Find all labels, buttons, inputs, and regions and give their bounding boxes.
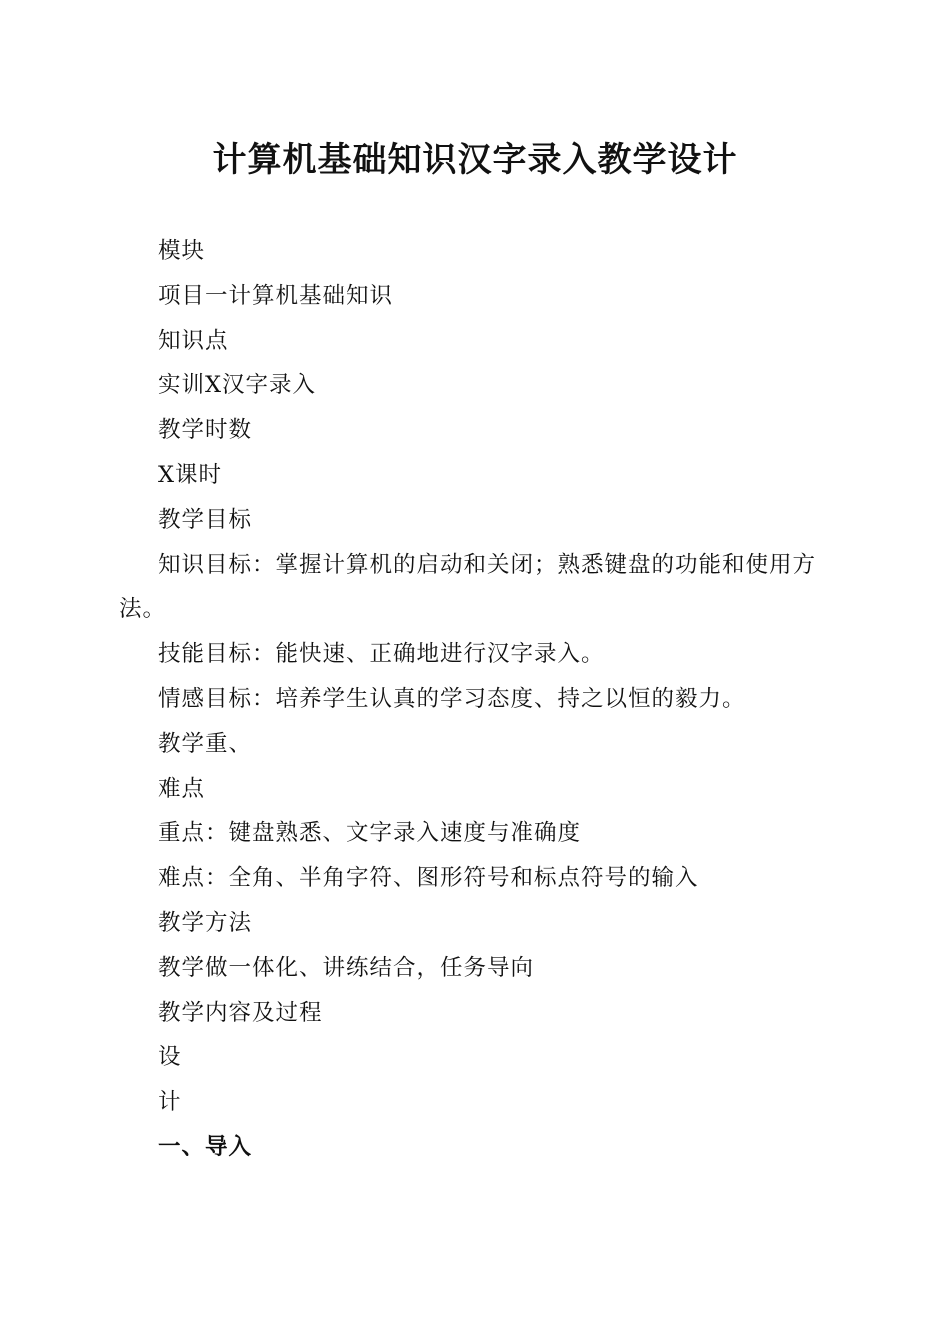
paragraph-skill-goal: 技能目标：能快速、正确地进行汉字录入。 (158, 641, 605, 668)
document-body (119, 229, 831, 1170)
paragraph-key-point: 重点：键盘熟悉、文字录入速度与准确度 (158, 820, 582, 847)
paragraph-teaching-method-label: 教学方法 (158, 909, 253, 936)
paragraph-design-label-1: 设 (158, 1044, 182, 1071)
paragraph-teaching-goals-label: 教学目标 (158, 506, 253, 533)
paragraph-teaching-hours-label: 教学时数 (158, 417, 253, 444)
paragraph-emotion-goal: 情感目标：培养学生认真的学习态度、持之以恒的毅力。 (158, 685, 746, 712)
paragraph-key-points-label-1: 教学重、 (158, 730, 253, 757)
paragraph-module-value: 项目一计算机基础知识 (158, 282, 394, 309)
paragraph-key-points-label-2: 难点 (158, 775, 206, 802)
paragraph-module-label: 模块 (158, 238, 206, 264)
document-title: 计算机基础知识汉字录入教学设计 (212, 140, 738, 180)
paragraph-teaching-hours-value: X课时 (158, 461, 223, 488)
paragraph-knowledge-point-label: 知识点 (158, 327, 229, 354)
paragraph-teaching-method-value: 教学做一体化、讲练结合，任务导向 (158, 954, 535, 981)
paragraph-knowledge-goal: 知识目标：掌握计算机的启动和关闭；熟悉键盘的功能和使用方法。 (119, 551, 817, 623)
paragraph-knowledge-point-value: 实训X汉字录入 (158, 372, 317, 399)
paragraph-design-label-2: 计 (158, 1089, 182, 1116)
paragraph-difficult-point: 难点：全角、半角字符、图形符号和标点符号的输入 (158, 865, 699, 892)
paragraph-content-process-label: 教学内容及过程 (158, 999, 323, 1026)
section-heading-introduction: 一、导入 (158, 1133, 253, 1160)
